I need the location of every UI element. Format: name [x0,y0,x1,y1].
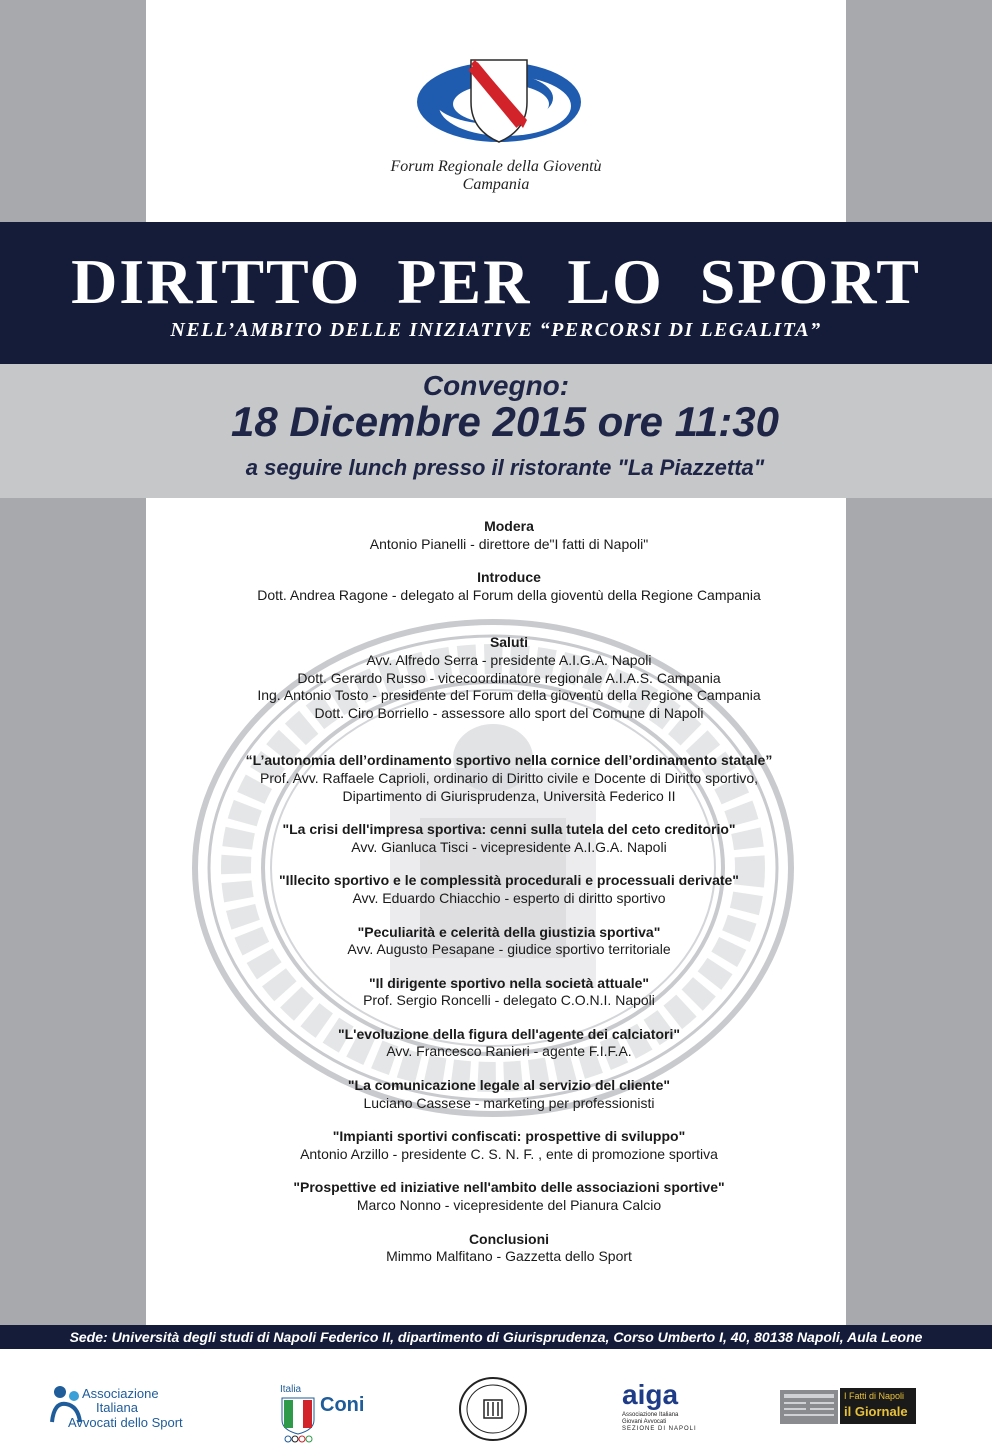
header [0,0,992,222]
forum-name [0,158,992,194]
program-item-talk [146,1077,872,1112]
program-item-head: "L'evoluzione della figura dell'agente dei calciatori" [337,1025,680,1042]
program-item-head: “L’autonomia dell’ordinamento sportivo nella cornice dell’ordinamento statale” [245,752,773,769]
event-lunch: a seguire lunch presso il ristorante "La Piazzetta" [245,455,765,480]
program-item-line: Antonio Pianelli - direttore de"I fatti di Napoli" [369,535,649,552]
program-item-talk [146,1179,872,1214]
university-seal-logo [458,1376,528,1442]
event-label: Convegno: [422,370,570,401]
program-item-introduce [146,569,872,604]
forum-name-line1: Forum Regionale della Gioventù [390,158,602,175]
fatti-line1: I Fatti di Napoli [844,1391,905,1401]
program [146,518,872,1282]
program-item-head: "La comunicazione legale al servizio del cliente" [347,1077,671,1094]
aiga-section: SEZIONE DI NAPOLI [622,1426,697,1432]
program-item-line: Luciano Cassese - marketing per professionisti [363,1094,655,1111]
program-item-line: Mimmo Malfitano - Gazzetta dello Sport [386,1248,632,1265]
program-item-conclusioni [146,1231,872,1266]
program-item-line: Dipartimento di Giurisprudenza, Università Federico II [342,787,676,804]
venue-address: Sede: Università degli studi di Napoli Federico II, dipartimento di Giurisprudenza, Corso Umberto I, 40, 80138 Napoli, Aula Leone [69,1329,923,1345]
program-item-line: Avv. Francesco Ranieri - agente F.I.F.A. [386,1043,632,1060]
program-item-head: "Illecito sportivo e le complessità procedurali e processuali derivate" [279,872,739,889]
sub-title: NELL’AMBITO DELLE INIZIATIVE “PERCORSI DI LEGALITA” [170,319,822,341]
program-item-saluti [146,634,872,722]
program-item-modera [146,518,872,553]
program-item-head: "Peculiarità e celerità della giustizia sportiva" [357,923,661,940]
program-item-line: Prof. Sergio Roncelli - delegato C.O.N.I. Napoli [363,992,655,1009]
program-item-line: Prof. Avv. Raffaele Caprioli, ordinario di Diritto civile e Docente di Diritto sportivo, [260,769,758,786]
program-item-talk [146,924,872,959]
program-item-talk [146,1128,872,1163]
program-item-line: Dott. Ciro Borriello - assessore allo sport del Comune di Napoli [314,704,704,721]
program-item-talk [146,1026,872,1061]
program-item-line: Avv. Alfredo Serra - presidente A.I.G.A. Napoli [366,651,652,668]
aiga-name: aiga [622,1379,679,1410]
aias-line2: Italiana [96,1400,138,1415]
coni-logo [278,1384,388,1444]
aias-logo [48,1380,218,1436]
program-item-line: Ing. Antonio Tosto - presidente del Forum della gioventù della Regione Campania [257,687,761,704]
event-date: 18 Dicembre 2015 ore 11:30 [231,398,779,445]
program-item-line: Marco Nonno - vicepresidente del Pianura Calcio [356,1197,662,1214]
aiga-subtitle-line1: Associazione Italiana [622,1412,679,1418]
program-item-talk [146,752,872,805]
program-item-head: "Impianti sportivi confiscati: prospettive di sviluppo" [332,1128,686,1145]
program-item-head: "La crisi dell'impresa sportiva: cenni sulla tutela del ceto creditorio" [282,821,736,838]
program-item-head: Saluti [489,634,529,651]
fatti-di-napoli-logo [780,1388,916,1426]
university-seal-icon [458,1376,528,1442]
program-item-line: Avv. Gianluca Tisci - vicepresidente A.I.G.A. Napoli [351,838,667,855]
aiga-subtitle-line2: Giovani Avvocati [622,1419,667,1425]
fatti-line2: il Giornale [844,1404,908,1419]
program-item-line: Dott. Andrea Ragone - delegato al Forum della gioventù della Regione Campania [257,586,761,603]
aias-line3: Avvocati dello Sport [68,1415,183,1430]
newspaper-icon [780,1390,838,1424]
program-item-line: Dott. Gerardo Russo - vicecoordinatore regionale A.I.A.S. Campania [297,669,721,686]
program-item-head: Modera [484,518,534,534]
program-item-talk [146,975,872,1010]
program-item-head: "Prospettive ed iniziative nell'ambito delle associazioni sportive" [293,1179,725,1196]
coni-name: Coni [320,1394,365,1416]
program-item-line: Antonio Arzillo - presidente C. S. N. F. , ente di promozione sportiva [300,1145,718,1162]
aias-line1: Associazione [82,1386,159,1401]
program-item-head: "Il dirigente sportivo nella società attuale" [368,974,650,991]
forum-name-line2: Campania [462,176,530,193]
program-item-talk [146,821,872,856]
main-title: DIRITTO PER LO SPORT [71,246,921,317]
aiga-subtitle [622,1412,678,1426]
coni-small-label: Italia [280,1384,302,1395]
program-item-head: Introduce [477,569,541,586]
program-item-talk [146,872,872,907]
program-item-head: Conclusioni [468,1230,550,1247]
program-item-line: Avv. Augusto Pesapane - giudice sportivo territoriale [347,941,671,958]
forum-campania-logo-icon [413,50,585,156]
aiga-logo [620,1380,710,1440]
program-item-line: Avv. Eduardo Chiacchio - esperto di diritto sportivo [352,889,666,906]
coni-shield-icon [280,1396,316,1444]
